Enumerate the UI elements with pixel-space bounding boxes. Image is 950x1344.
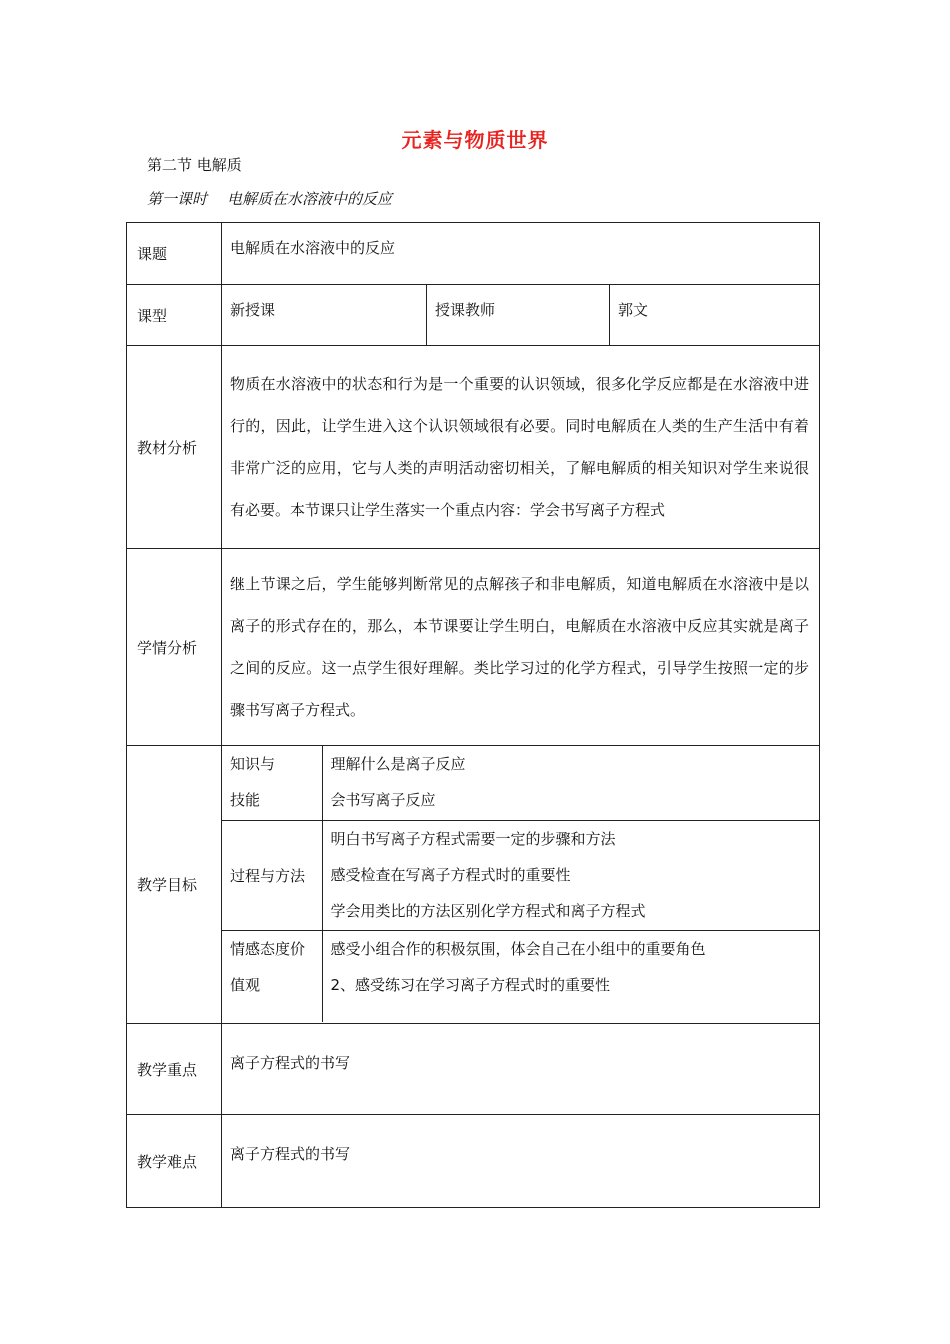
goal-item: 感受检查在写离子方程式时的重要性	[330, 865, 571, 884]
goals-subtable	[222, 746, 819, 1022]
goal-items-process	[322, 820, 819, 930]
difficulty-label: 教学难点	[127, 1115, 222, 1208]
goal-item: 感受小组合作的积极氛围，体会自己在小组中的重要角色	[330, 939, 706, 958]
teaching-goals-label: 教学目标	[127, 746, 222, 1024]
goal-items-knowledge	[322, 746, 819, 820]
goal-item: 2、感受练习在学习离子方程式时的重要性	[330, 975, 611, 994]
goal-label-process: 过程与方法	[222, 820, 322, 930]
goal-item: 会书写离子反应	[330, 791, 436, 809]
student-analysis-text: 继上节课之后，学生能够判断常见的点解孩子和非电解质，知道电解质在水溶液中是以离子的形式存在的，那么，本节课要让学生明白，电解质在水溶液中反应其实就是离子之间的反应。这一点学生很好理解。类比学习过的化学方程式，引导学生按照一定的步骤书写离子方程式。	[222, 549, 820, 746]
teaching-goals	[222, 746, 820, 1024]
key-points-label: 教学重点	[127, 1024, 222, 1115]
material-analysis-text: 物质在水溶液中的状态和行为是一个重要的认识领域，很多化学反应都是在水溶液中进行的，因此，让学生进入这个认识领域很有必要。同时电解质在人类的生产生活中有着非常广泛的应用，它与人类的声明活动密切相关，了解电解质的相关知识对学生来说很有必要。本节课只让学生落实一个重点内容：学会书写离子方程式	[222, 346, 820, 549]
type-label: 课型	[127, 285, 222, 346]
topic-label: 课题	[127, 223, 222, 285]
lesson-period: 第一课时	[147, 190, 208, 208]
teacher-value: 郭文	[610, 285, 820, 346]
topic-value: 电解质在水溶液中的反应	[222, 223, 820, 285]
difficulty-value: 离子方程式的书写	[222, 1115, 820, 1208]
goal-label-attitude: 情感态度价 值观	[222, 930, 322, 1022]
goal-item: 学会用类比的方法区别化学方程式和离子方程式	[330, 901, 646, 920]
goal-label-knowledge: 知识与 技能	[222, 746, 322, 820]
document-title: 元素与物质世界	[401, 128, 549, 152]
goal-items-attitude	[322, 930, 819, 1022]
lesson-heading	[147, 188, 392, 209]
teacher-label: 授课教师	[427, 285, 610, 346]
material-analysis-label: 教材分析	[127, 346, 222, 549]
type-value: 新授课	[222, 285, 427, 346]
student-analysis-label: 学情分析	[127, 549, 222, 746]
key-points-value: 离子方程式的书写	[222, 1024, 820, 1115]
lesson-topic: 电解质在水溶液中的反应	[227, 190, 393, 208]
lesson-plan-table	[126, 222, 820, 1208]
section-heading: 第二节 电解质	[147, 156, 242, 174]
goal-item: 明白书写离子方程式需要一定的步骤和方法	[330, 829, 616, 848]
goal-item: 理解什么是离子反应	[330, 755, 466, 773]
